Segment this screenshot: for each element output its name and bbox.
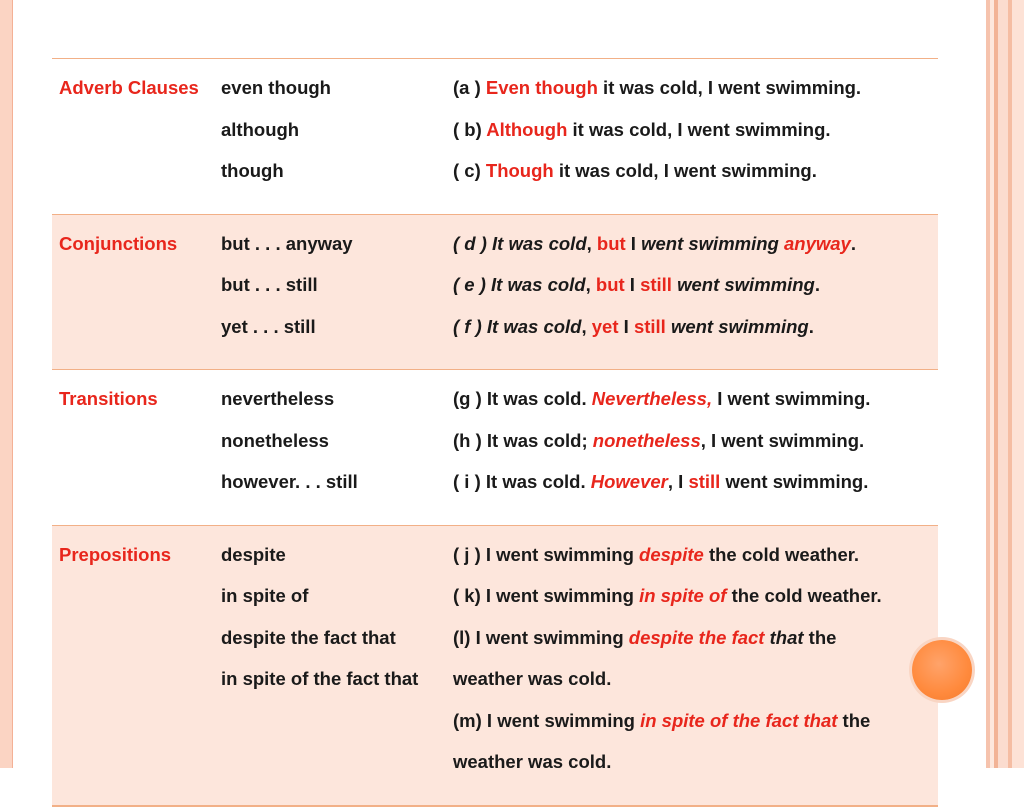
example-sentence xyxy=(453,469,938,511)
sentence-text: the xyxy=(837,709,871,731)
sentence-text: , xyxy=(586,232,597,254)
connector-word: however. . . still xyxy=(221,471,358,492)
connector-word: nevertheless xyxy=(221,388,335,409)
example-sentence xyxy=(453,749,938,791)
connector-word: in spite of xyxy=(221,585,309,606)
connector-word: despite xyxy=(221,543,286,565)
sentence-text: the cold weather. xyxy=(726,585,882,606)
sentence-text: went swimming xyxy=(641,232,779,254)
connector-word: nonetheless xyxy=(221,429,329,451)
category-cell xyxy=(52,525,221,806)
sentence-text: (a ) xyxy=(453,77,486,98)
sentence-text: I xyxy=(625,232,642,254)
sentence-text: . xyxy=(814,274,820,295)
category-cell xyxy=(52,214,221,370)
sentence-text: it was cold, I went swimming. xyxy=(597,77,862,98)
example-sentence xyxy=(453,708,938,750)
connector-word: even though xyxy=(221,77,331,98)
connector-word: but . . . still xyxy=(221,274,318,295)
highlighted-connector: in spite of xyxy=(639,585,727,606)
connector-word: although xyxy=(221,118,300,140)
sentence-text: . xyxy=(850,232,856,254)
example-sentence xyxy=(453,231,938,273)
example-sentence xyxy=(453,625,938,667)
sentence-text: I xyxy=(618,315,634,337)
highlighted-connector: nonetheless xyxy=(592,429,701,451)
highlighted-connector: still xyxy=(633,315,666,337)
examples-cell xyxy=(453,214,938,370)
sentence-text: that xyxy=(769,626,804,648)
examples-cell xyxy=(453,59,938,215)
example-sentence xyxy=(453,583,938,625)
sentence-text: , xyxy=(581,315,592,337)
highlighted-connector: Nevertheless, xyxy=(591,388,713,409)
examples-cell xyxy=(453,525,938,806)
table-row xyxy=(52,370,938,526)
sentence-text: weather was cold. xyxy=(453,668,612,689)
connector-words-cell xyxy=(221,59,453,215)
example-sentence xyxy=(453,666,938,708)
highlighted-connector: Although xyxy=(486,118,568,140)
highlighted-connector: still xyxy=(688,471,721,492)
sentence-text: ( b) xyxy=(453,118,487,140)
highlighted-connector: but xyxy=(596,232,626,254)
grammar-table xyxy=(52,58,938,807)
connector-word: in spite of the fact that xyxy=(221,668,419,689)
sentence-text: ( f ) It was cold xyxy=(453,315,582,337)
category-label: Prepositions xyxy=(59,543,172,565)
highlighted-connector: However xyxy=(590,471,668,492)
example-sentence xyxy=(453,542,938,584)
sentence-text: the xyxy=(803,626,837,648)
category-label: Adverb Clauses xyxy=(59,77,199,98)
sentence-text: (h ) It was cold; xyxy=(453,429,593,451)
example-sentence xyxy=(453,272,938,314)
sentence-text: (m) I went swimming xyxy=(453,709,641,731)
example-sentence xyxy=(453,158,938,200)
table-row xyxy=(52,214,938,370)
sentence-text: ( j ) I went swimming xyxy=(453,543,640,565)
sentence-text: went swimming xyxy=(677,274,815,295)
category-label: Transitions xyxy=(59,388,158,409)
sentence-text: (g ) It was cold. xyxy=(453,388,592,409)
sentence-text: went swimming xyxy=(670,315,809,337)
sentence-text: weather was cold. xyxy=(453,751,612,772)
category-label: Conjunctions xyxy=(59,232,178,254)
grammar-table-body xyxy=(52,59,938,806)
example-sentence xyxy=(453,75,938,117)
connector-words-cell xyxy=(221,525,453,806)
example-sentence xyxy=(453,117,938,159)
highlighted-connector: despite the fact xyxy=(628,626,765,648)
connector-word: but . . . anyway xyxy=(221,232,353,254)
orange-circle-decoration xyxy=(912,640,972,700)
sentence-text: ( d ) It was cold xyxy=(453,232,587,254)
table-row xyxy=(52,525,938,806)
sentence-text: (l) I went swimming xyxy=(453,626,629,648)
sentence-text: went swimming. xyxy=(720,471,869,492)
table-row xyxy=(52,59,938,215)
sentence-text: ( e ) It was cold xyxy=(453,274,586,295)
sentence-text: the cold weather. xyxy=(703,543,860,565)
highlighted-connector: despite xyxy=(639,543,704,565)
examples-cell xyxy=(453,370,938,526)
connector-word: despite the fact that xyxy=(221,626,396,648)
connector-word: yet . . . still xyxy=(221,315,316,337)
right-decorative-stripes xyxy=(984,0,1024,768)
sentence-text: . xyxy=(808,315,814,337)
highlighted-connector: still xyxy=(640,274,672,295)
sentence-text: , I went swimming. xyxy=(700,429,865,451)
sentence-text: it was cold, I went swimming. xyxy=(553,160,817,181)
highlighted-connector: Though xyxy=(485,160,554,181)
sentence-text: I xyxy=(624,274,641,295)
connector-word: though xyxy=(221,160,284,181)
sentence-text: I went swimming. xyxy=(712,388,871,409)
sentence-text: , xyxy=(585,274,596,295)
sentence-text: , I xyxy=(667,471,689,492)
highlighted-connector: in spite of the fact that xyxy=(640,709,838,731)
sentence-text: ( k) I went swimming xyxy=(453,585,640,606)
sentence-text: it was cold, I went swimming. xyxy=(567,118,831,140)
highlighted-connector: anyway xyxy=(783,232,851,254)
highlighted-connector: yet xyxy=(591,315,619,337)
example-sentence xyxy=(453,314,938,356)
category-cell xyxy=(52,59,221,215)
left-decorative-border xyxy=(0,0,13,768)
sentence-text: ( i ) It was cold. xyxy=(453,471,591,492)
connector-words-cell xyxy=(221,370,453,526)
highlighted-connector: Even though xyxy=(485,77,598,98)
highlighted-connector: but xyxy=(595,274,625,295)
sentence-text: ( c) xyxy=(453,160,486,181)
connector-words-cell xyxy=(221,214,453,370)
example-sentence xyxy=(453,428,938,470)
category-cell xyxy=(52,370,221,526)
example-sentence xyxy=(453,386,938,428)
